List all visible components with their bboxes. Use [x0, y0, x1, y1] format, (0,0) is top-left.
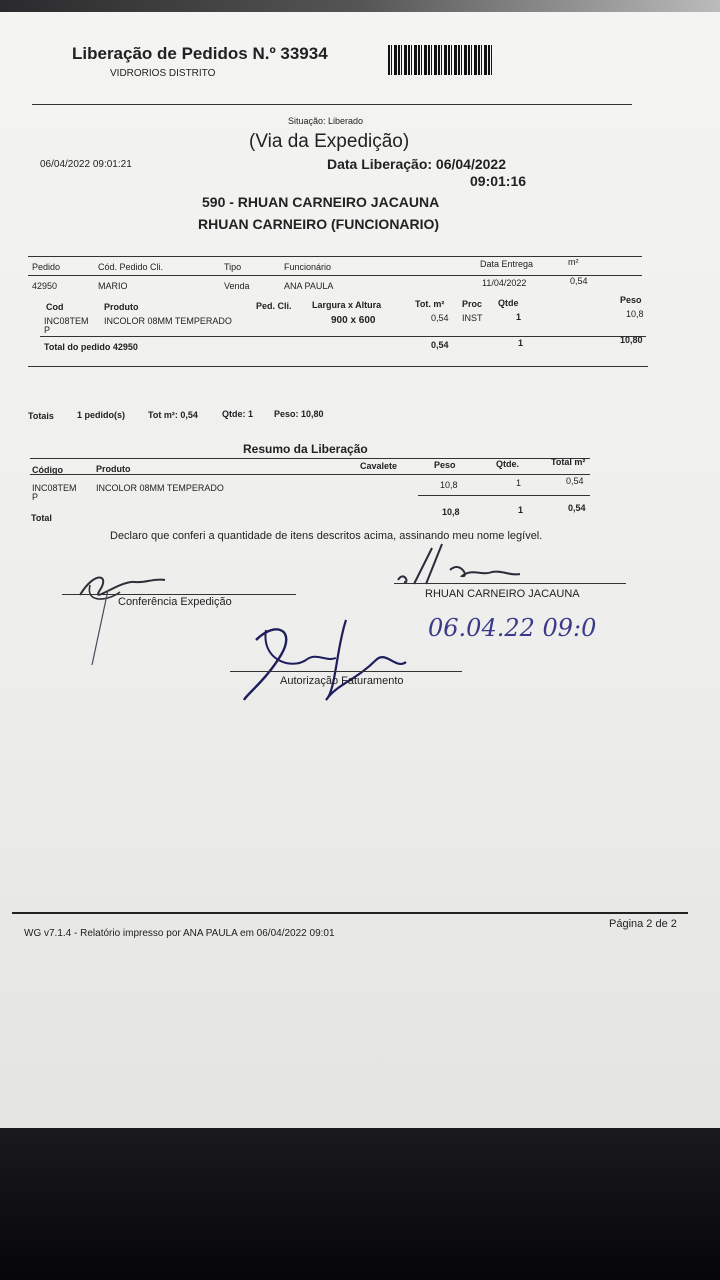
pedido-tipo: Venda	[224, 281, 250, 291]
signature-line	[230, 671, 462, 672]
pedido-funcionario: ANA PAULA	[284, 281, 334, 291]
item-col-header: Cod	[46, 302, 64, 312]
declaracao: Declaro que conferi a quantidade de itens descritos acima, assinando meu nome legível.	[110, 530, 543, 542]
item-col-header: Ped. Cli.	[256, 301, 292, 311]
item-dimensoes: 900 x 600	[331, 315, 376, 326]
print-datetime: 06/04/2022 09:01:21	[40, 159, 132, 170]
pedido-data-entrega: 11/04/2022	[482, 278, 527, 288]
footer-page-number: Página 2 de 2	[609, 918, 677, 930]
autorizacao-label: Autorização Faturamento	[280, 675, 404, 687]
divider	[40, 336, 646, 337]
col-header: Pedido	[32, 262, 61, 272]
totais-label: Totais	[28, 411, 54, 421]
signature-line	[394, 583, 626, 584]
total-pedido-peso: 10,80	[620, 335, 643, 345]
total-pedido-m2: 0,54	[431, 340, 449, 350]
divider	[418, 495, 590, 496]
divider	[28, 275, 642, 276]
divider	[32, 104, 632, 105]
divider	[28, 256, 642, 257]
resumo-peso: 10,8	[440, 480, 458, 490]
cliente-nome: 590 - RHUAN CARNEIRO JACAUNA	[202, 194, 440, 210]
resumo-col-header: Produto	[96, 464, 131, 474]
resumo-col-header: Código	[32, 465, 63, 475]
pedido-numero: 42950	[32, 281, 58, 291]
total-pedido-qtde: 1	[518, 338, 524, 348]
cliente-sub: RHUAN CARNEIRO (FUNCIONARIO)	[198, 216, 440, 232]
resumo-produto: INCOLOR 08MM TEMPERADO	[96, 483, 224, 493]
total-pedido-label: Total do pedido 42950	[44, 342, 138, 352]
signature-autorizacao	[236, 600, 436, 710]
item-qtde: 1	[516, 312, 522, 322]
resumo-col-header: Peso	[434, 460, 456, 470]
handwritten-date: 06.04.22 09:0	[428, 614, 597, 642]
item-col-header: Produto	[104, 302, 139, 312]
item-cod: INC08TEM	[44, 316, 89, 326]
resumo-total-m2-sum: 0,54	[568, 503, 586, 513]
item-col-header: Peso	[620, 295, 642, 305]
divider	[28, 366, 648, 367]
resumo-total-peso: 10,8	[442, 507, 460, 517]
totais-m2: Tot m²: 0,54	[148, 410, 198, 420]
resumo-col-header: Cavalete	[360, 461, 398, 471]
resumo-title: Resumo da Liberação	[243, 442, 368, 456]
resumo-col-header: Qtde.	[496, 459, 520, 469]
pedido-m2: 0,54	[570, 276, 588, 286]
data-liberacao: Data Liberação: 06/04/2022	[327, 156, 506, 172]
footer-report-info: WG v7.1.4 - Relatório impresso por ANA PAULA em 06/04/2022 09:01	[24, 928, 335, 939]
company-name: VIDRORIOS DISTRITO	[110, 68, 216, 79]
item-col-header: Proc	[462, 299, 483, 309]
photo-edge	[0, 0, 720, 12]
item-tot-m2: 0,54	[431, 313, 449, 323]
resumo-codigo-cont: P	[32, 492, 39, 502]
item-proc: INST	[462, 313, 483, 323]
footer-divider	[12, 912, 688, 914]
resumo-total-qtde: 1	[518, 505, 524, 515]
resumo-qtde: 1	[516, 478, 522, 488]
cliente-assinatura-label: RHUAN CARNEIRO JACAUNA	[425, 588, 580, 600]
col-header: Data Entrega	[480, 259, 534, 269]
hora-liberacao: 09:01:16	[470, 173, 527, 189]
resumo-codigo: INC08TEM	[32, 483, 77, 493]
item-col-header: Largura x Altura	[312, 300, 382, 310]
resumo-total-m2: 0,54	[566, 476, 584, 486]
col-header: Cód. Pedido Cli.	[98, 262, 164, 272]
pedido-cod-cli: MARIO	[98, 281, 128, 291]
divider	[30, 474, 590, 475]
item-peso: 10,8	[626, 309, 644, 319]
totais-pedidos: 1 pedido(s)	[77, 410, 126, 420]
totais-peso: Peso: 10,80	[274, 409, 324, 419]
item-produto: INCOLOR 08MM TEMPERADO	[104, 316, 232, 326]
document-title: Liberação de Pedidos N.º 33934	[72, 44, 328, 63]
col-header: m²	[568, 257, 579, 267]
item-col-header: Qtde	[498, 298, 519, 308]
signature-line	[62, 594, 296, 595]
conferencia-label: Conferência Expedição	[118, 596, 232, 608]
item-cod-cont: P	[44, 325, 51, 335]
via-label: (Via da Expedição)	[249, 131, 410, 152]
resumo-total-label: Total	[31, 513, 52, 523]
background-dark-area	[0, 1128, 720, 1280]
situacao: Situação: Liberado	[288, 116, 364, 126]
resumo-col-header: Total m²	[551, 457, 586, 467]
col-header: Funcionário	[284, 262, 332, 272]
barcode	[388, 45, 492, 75]
col-header: Tipo	[224, 262, 242, 272]
item-col-header: Tot. m²	[415, 299, 445, 309]
totais-qtde: Qtde: 1	[222, 409, 254, 419]
signature-conferencia	[60, 550, 180, 670]
